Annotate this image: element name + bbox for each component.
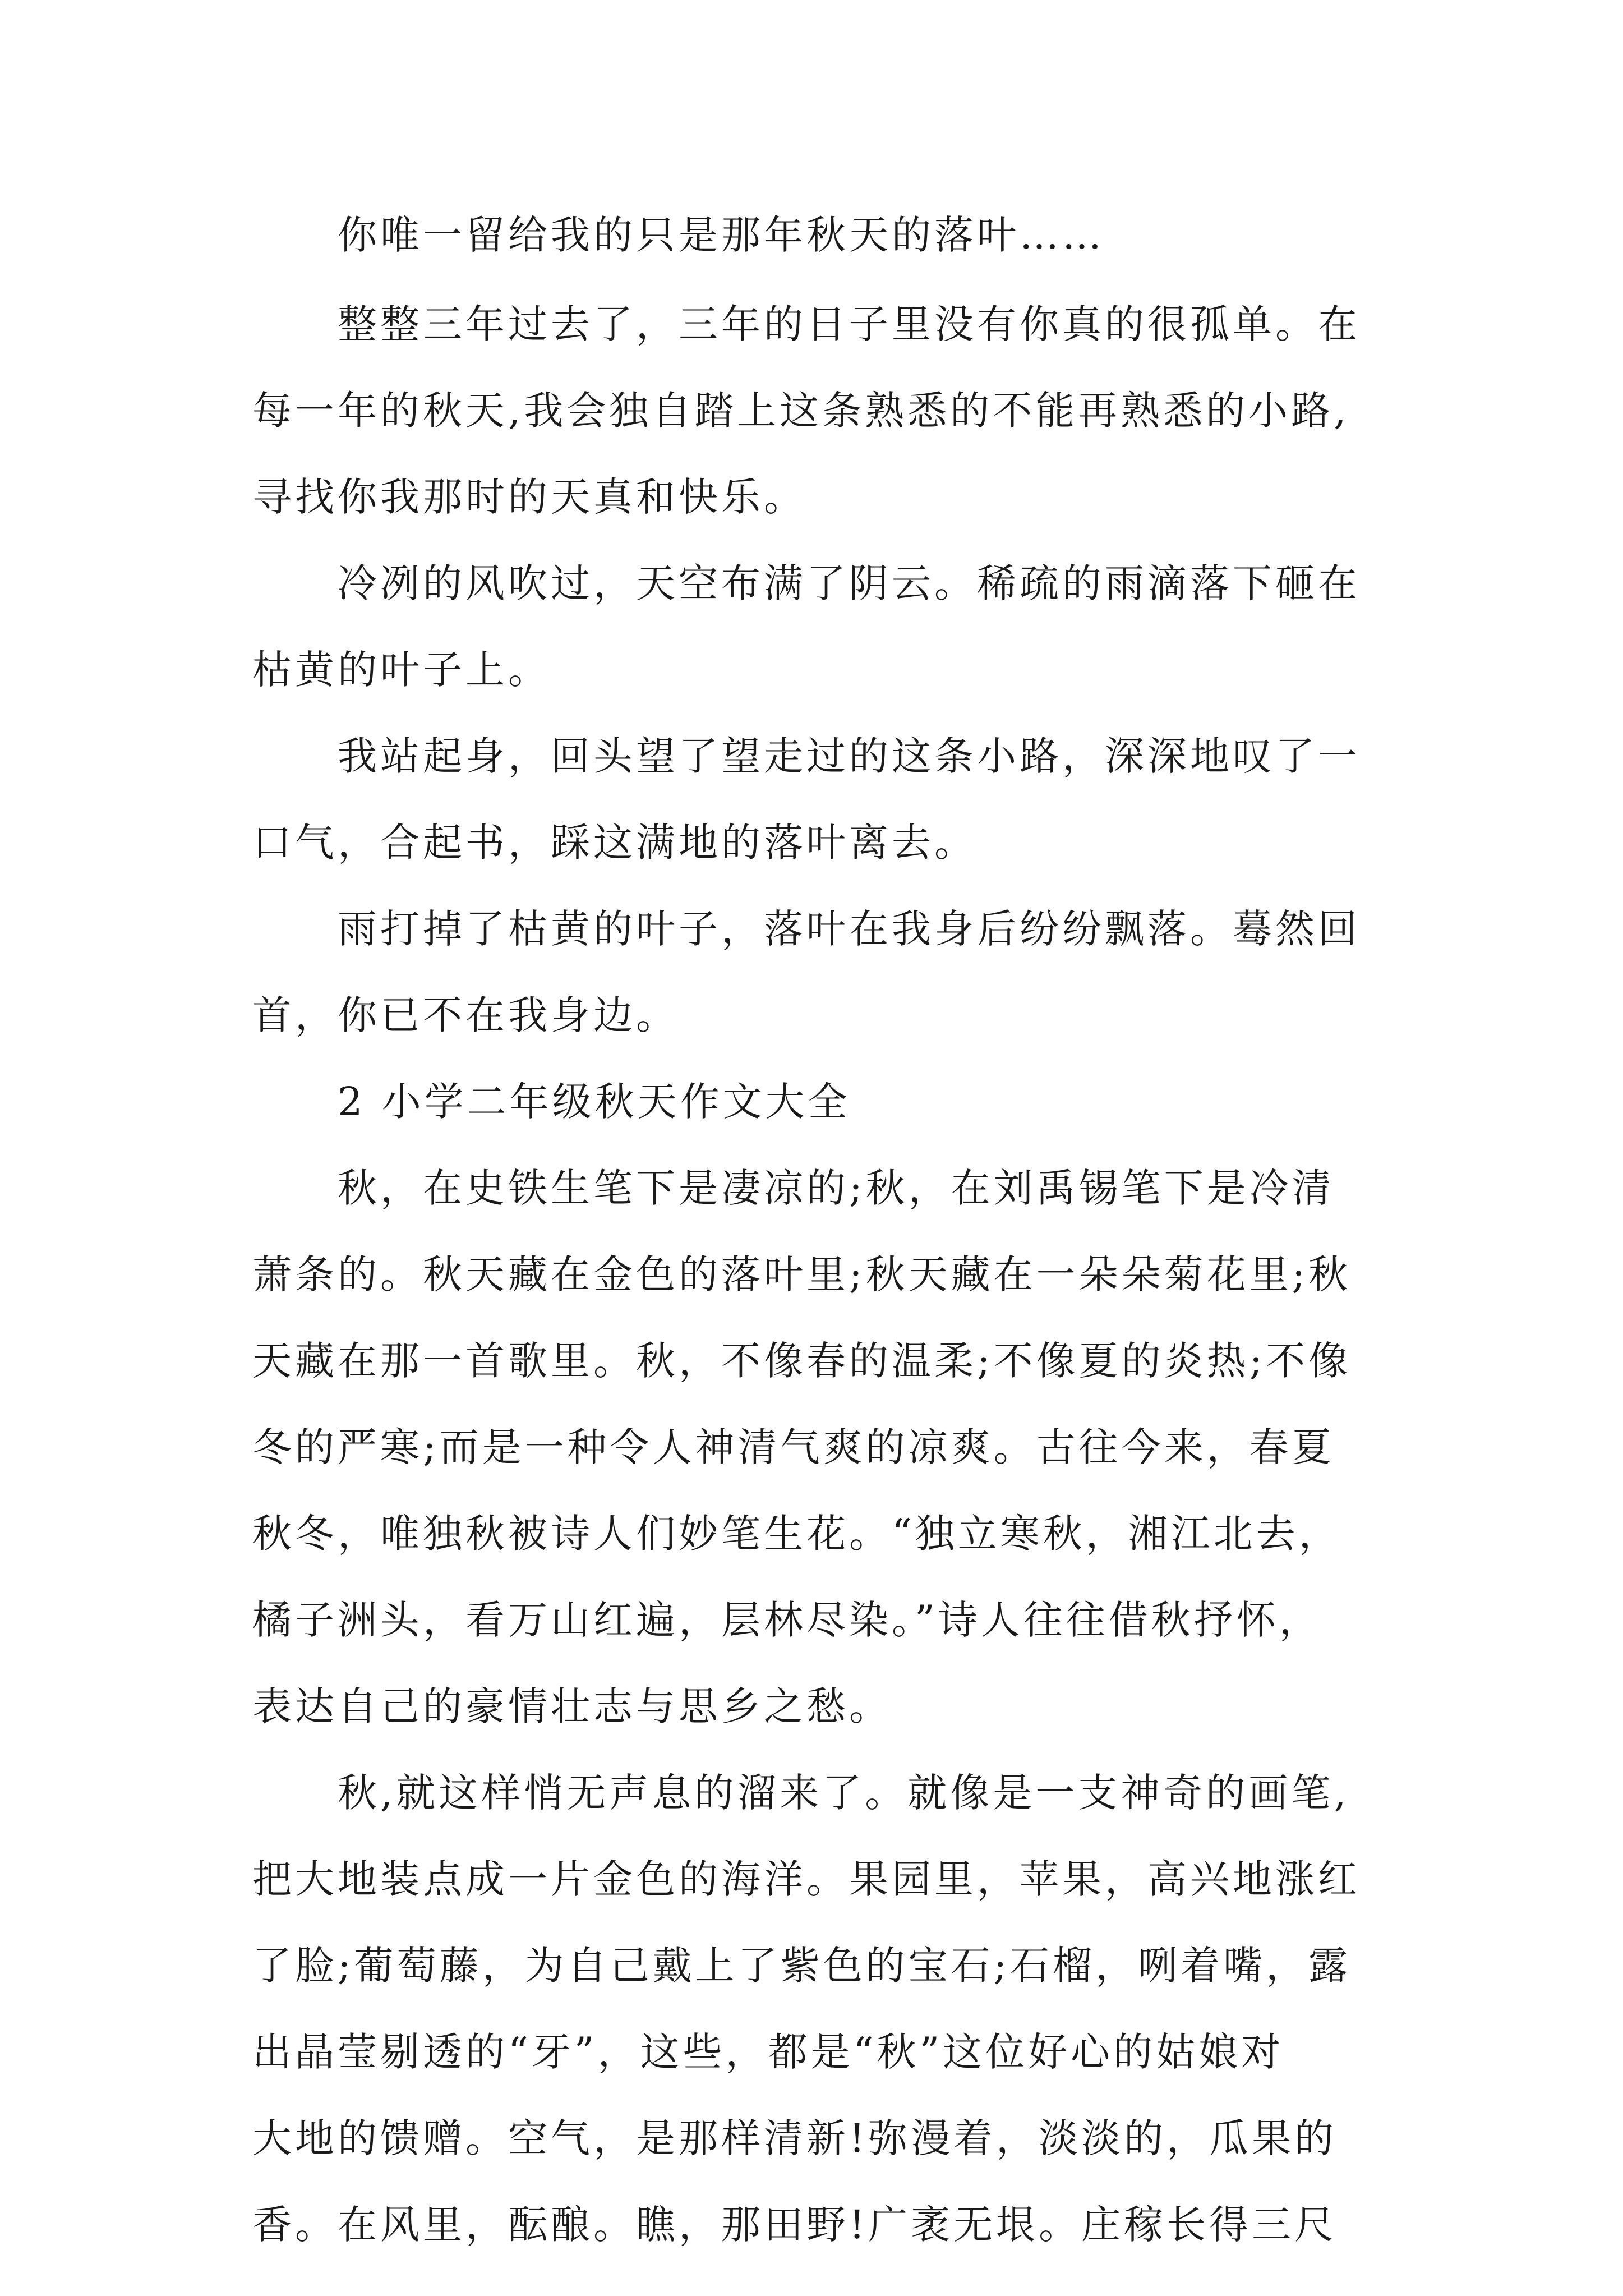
paragraph-7-line-1: 秋,就这样悄无声息的溜来了。就像是一支神奇的画笔,	[338, 1770, 1350, 1816]
paragraph-3-line-2: 枯黄的叶子上。	[252, 647, 551, 693]
paragraph-2-line-3: 寻找你我那时的天真和快乐。	[252, 474, 806, 520]
paragraph-7-line-4: 出晶莹剔透的“牙”，这些，都是“秋”这位好心的姑娘对	[252, 2029, 1284, 2075]
paragraph-6-line-1: 秋，在史铁生笔下是凄凉的;秋，在刘禹锡笔下是冷清	[338, 1165, 1335, 1211]
paragraph-6-line-3: 天藏在那一首歌里。秋，不像春的温柔;不像夏的炎热;不像	[252, 1338, 1352, 1384]
paragraph-4-line-2: 口气，合起书，踩这满地的落叶离去。	[252, 820, 977, 866]
paragraph-7-line-3: 了脸;葡萄藤，为自己戴上了紫色的宝石;石榴，咧着嘴，露	[252, 1943, 1352, 1989]
paragraph-6-line-2: 萧条的。秋天藏在金色的落叶里;秋天藏在一朵朵菊花里;秋	[252, 1251, 1352, 1297]
section-heading: 2 小学二年级秋天作文大全	[338, 1079, 851, 1125]
paragraph-2-line-2: 每一年的秋天,我会独自踏上这条熟悉的不能再熟悉的小路,	[252, 388, 1350, 434]
paragraph-2-line-1: 整整三年过去了，三年的日子里没有你真的很孤单。在	[338, 301, 1361, 347]
paragraph-6-line-4: 冬的严寒;而是一种令人神清气爽的凉爽。古往今来，春夏	[252, 1424, 1335, 1470]
paragraph-6-line-7: 表达自己的豪情壮志与思乡之愁。	[252, 1683, 892, 1729]
paragraph-7-line-6: 香。在风里，酝酿。瞧，那田野!广袤无垠。庄稼长得三尺	[252, 2202, 1338, 2248]
paragraph-4-line-1: 我站起身，回头望了望走过的这条小路，深深地叹了一	[338, 733, 1361, 779]
paragraph-1-line-1: 你唯一留给我的只是那年秋天的落叶……	[338, 212, 1105, 258]
paragraph-3-line-1: 冷冽的风吹过，天空布满了阴云。稀疏的雨滴落下砸在	[338, 560, 1361, 606]
paragraph-5-line-2: 首，你已不在我身边。	[252, 992, 679, 1038]
paragraph-5-line-1: 雨打掉了枯黄的叶子，落叶在我身后纷纷飘落。蓦然回	[338, 906, 1361, 952]
paragraph-6-line-6: 橘子洲头，看万山红遍，层林尽染。”诗人往往借秋抒怀，	[252, 1597, 1322, 1643]
paragraph-6-line-5: 秋冬，唯独秋被诗人们妙笔生花。“独立寒秋，湘江北去，	[252, 1511, 1341, 1557]
paragraph-7-line-2: 把大地装点成一片金色的海洋。果园里，苹果，高兴地涨红	[252, 1856, 1361, 1902]
paragraph-7-line-5: 大地的馈赠。空气，是那样清新!弥漫着，淡淡的，瓜果的	[252, 2115, 1338, 2161]
